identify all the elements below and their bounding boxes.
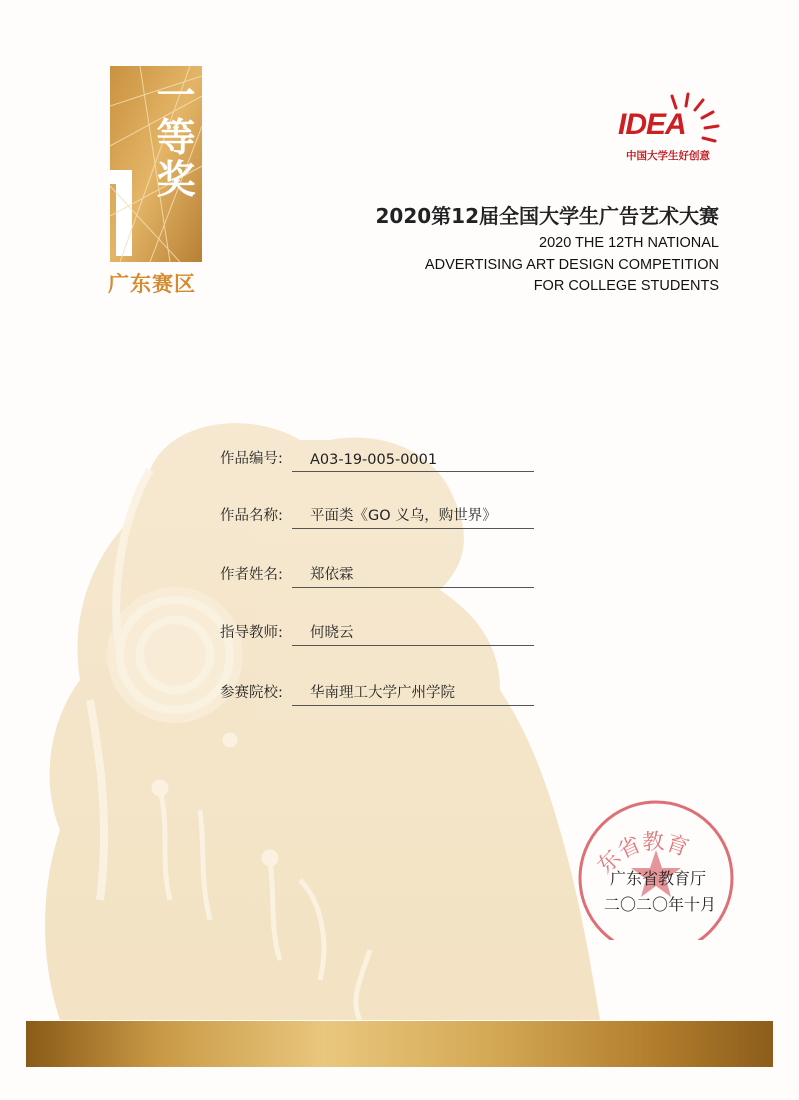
field-underline	[292, 645, 534, 646]
field-underline	[292, 528, 534, 529]
award-rank	[150, 76, 202, 202]
field-label: 作品名称:	[220, 508, 283, 524]
field-value: A03-19-005-0001	[310, 452, 438, 468]
field-instructor	[220, 618, 534, 646]
title-en-line: ADVERTISING ART DESIGN COMPETITION	[424, 256, 719, 273]
idea-logo-word: IDEA	[618, 108, 686, 141]
award-rank-char: 等	[156, 116, 196, 161]
idea-logo-caption: 中国大学生好创意	[626, 150, 710, 162]
competition-title-cn: 2020第12届全国大学生广告艺术大赛	[375, 204, 719, 228]
field-value: 郑依霖	[310, 567, 354, 583]
field-author-name	[220, 560, 534, 588]
field-work-number	[220, 444, 534, 472]
seal-issuer: 广东省教育厅	[610, 869, 707, 888]
field-work-title	[220, 501, 534, 529]
field-school	[220, 678, 534, 706]
field-underline	[292, 471, 534, 472]
gold-footer-band	[26, 1021, 773, 1067]
field-label: 作品编号:	[220, 451, 283, 467]
title-en-line: 2020 THE 12TH NATIONAL	[539, 235, 719, 251]
field-label: 指导教师:	[220, 625, 283, 641]
title-en-line: FOR COLLEGE STUDENTS	[533, 278, 719, 294]
field-value: 华南理工大学广州学院	[310, 685, 455, 701]
field-value: 平面类《GO 义乌，购世界》	[310, 508, 497, 524]
field-label: 作者姓名:	[220, 567, 283, 583]
seal-date: 二〇二〇年十月	[604, 895, 717, 914]
seal-arc-text: 东省教育	[592, 829, 692, 879]
field-underline	[292, 705, 534, 706]
field-label: 参赛院校:	[220, 685, 283, 701]
award-region: 广东赛区	[108, 272, 196, 296]
field-value: 何晓云	[310, 625, 354, 641]
award-rank-char: 一	[156, 74, 196, 119]
award-rank-char: 奖	[156, 158, 196, 203]
competition-title-en	[425, 233, 719, 298]
field-underline	[292, 587, 534, 588]
